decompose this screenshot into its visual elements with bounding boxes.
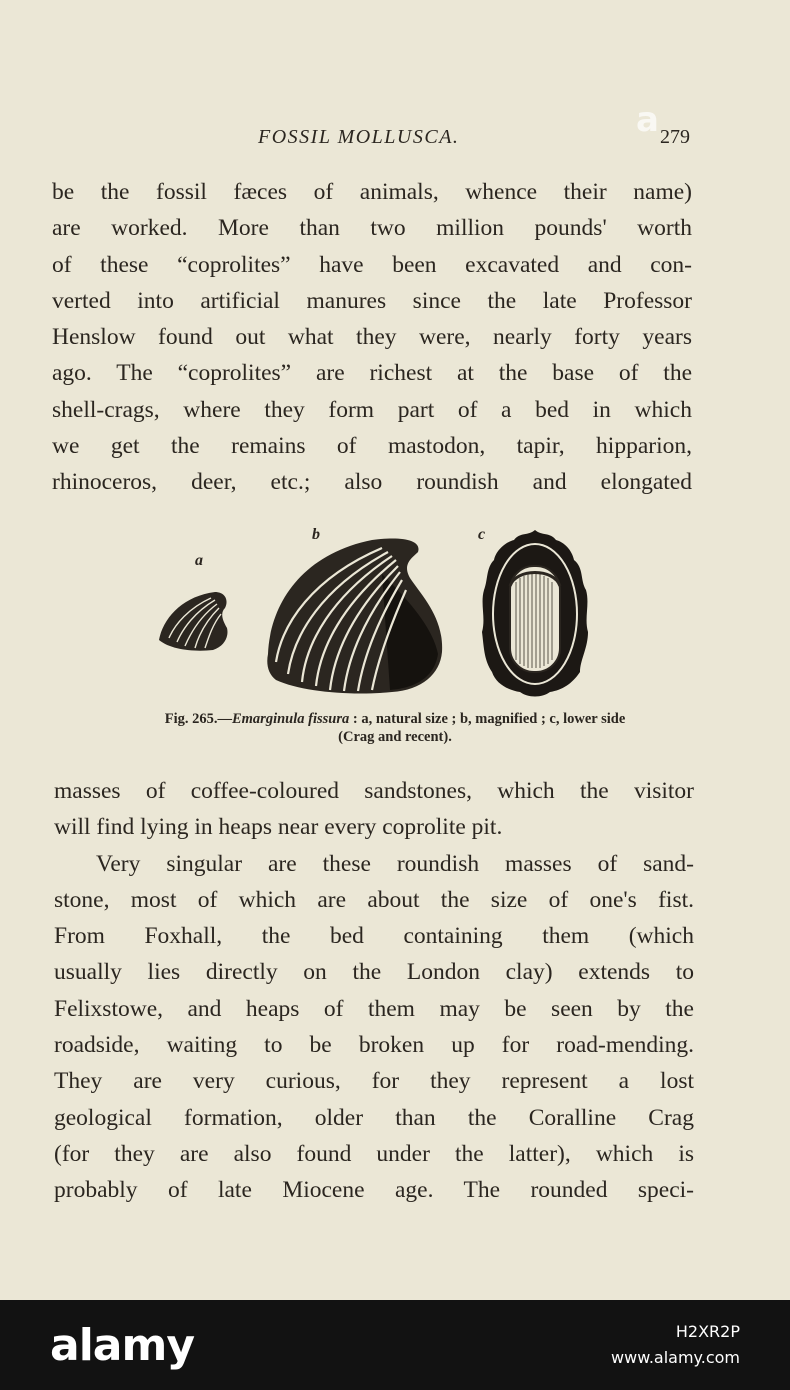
text-line: probably of late Miocene age. The rounded speci- <box>54 1177 694 1204</box>
text-line: masses of coffee-coloured sandstones, which the visitor <box>54 778 694 804</box>
figure-label-c: c <box>478 526 486 543</box>
text-line: ago. The “coprolites” are richest at the base of the <box>52 360 692 387</box>
text-line: Felixstowe, and heaps of them may be seen by the <box>54 995 694 1022</box>
figure-caption <box>60 710 730 746</box>
alamy-logo: alamy <box>50 1320 194 1371</box>
caption-rest: : a, natural size ; b, magnified ; c, lower side <box>349 711 626 727</box>
text-line: Very singular are these roundish masses of sand- <box>96 850 694 877</box>
caption-species: Emarginula fissura <box>231 711 350 727</box>
caption-line-1 <box>60 710 730 728</box>
shell-figure <box>140 522 660 722</box>
stock-footer <box>0 1300 790 1390</box>
text-line: rhinoceros, deer, etc.; also roundish and elongated <box>52 469 692 496</box>
text-line: roadside, waiting to be broken up for road-mending. <box>54 1032 694 1059</box>
text-line: verted into artificial manures since the late Professor <box>52 287 692 314</box>
text-line: (for they are also found under the latter), which is <box>54 1140 694 1167</box>
text-line: of these “coprolites” have been excavated and con- <box>52 251 692 278</box>
text-line: are worked. More than two million pounds' worth <box>52 215 692 242</box>
text-line: Henslow found out what they were, nearly forty years <box>52 324 692 351</box>
text-line: will find lying in heaps near every coprolite pit. <box>54 814 503 841</box>
figure-label-b: b <box>312 526 320 543</box>
caption-prefix: Fig. 265.— <box>164 711 232 727</box>
figure-label-a: a <box>195 552 203 569</box>
text-line: stone, most of which are about the size of one's fist. <box>54 886 694 913</box>
page-number: 279 <box>660 126 690 148</box>
body-text-top <box>52 174 692 501</box>
text-line: From Foxhall, the bed containing them (which <box>54 923 694 950</box>
footer-url: www.alamy.com <box>611 1348 740 1367</box>
text-line: usually lies directly on the London clay) extends to <box>54 959 694 986</box>
shell-magnified-illustration <box>262 534 444 696</box>
running-title: FOSSIL MOLLUSCA. <box>258 126 460 148</box>
text-line: geological formation, older than the Coralline Crag <box>54 1104 694 1131</box>
shell-lower-side-illustration <box>480 528 590 700</box>
text-line: we get the remains of mastodon, tapir, hipparion, <box>52 433 692 460</box>
text-line: They are very curious, for they represent a lost <box>54 1068 694 1095</box>
watermark: a <box>636 100 659 140</box>
text-line: shell-crags, where they form part of a bed in which <box>52 396 692 423</box>
body-text-bottom <box>54 773 694 1209</box>
shell-natural-size-illustration <box>155 588 231 654</box>
text-line: be the fossil fæces of animals, whence their name) <box>52 179 692 205</box>
image-id: H2XR2P <box>675 1322 740 1341</box>
caption-line-2: (Crag and recent). <box>338 729 452 745</box>
